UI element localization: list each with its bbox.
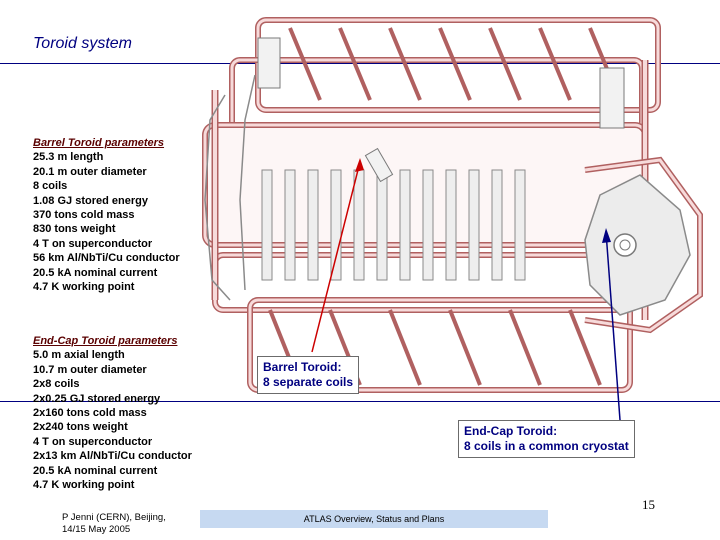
barrel-param-line: 20.1 m outer diameter: [33, 165, 147, 178]
endcap-params: [33, 334, 192, 492]
endcap-param-line: 5.0 m axial length: [33, 349, 125, 362]
barrel-param-line: 56 km Al/NbTi/Cu conductor: [33, 252, 180, 265]
footer-center-text: ATLAS Overview, Status and Plans: [303, 514, 445, 524]
barrel-param-line: 4 T on superconductor: [33, 237, 153, 250]
endcap-param-line: 2x240 tons weight: [33, 421, 128, 434]
footer-author-line2: 14/15 May 2005: [62, 524, 131, 535]
endcap-param-line: 2x160 tons cold mass: [33, 407, 147, 420]
endcap-param-line: 2x13 km Al/NbTi/Cu conductor: [33, 450, 192, 463]
barrel-param-line: 20.5 kA nominal current: [33, 266, 158, 279]
barrel-param-line: 4.7 K working point: [33, 281, 135, 294]
barrel-param-line: 830 tons weight: [33, 223, 116, 236]
barrel-param-line: 8 coils: [33, 180, 68, 193]
endcap-callout: [458, 420, 635, 458]
slide-title: Toroid system: [33, 35, 132, 52]
barrel-param-line: 370 tons cold mass: [33, 209, 135, 222]
endcap-param-line: 20.5 kA nominal current: [33, 464, 158, 477]
endcap-callout-line2: 8 coils in a common cryostat: [464, 439, 629, 453]
page-number: 15: [642, 497, 655, 512]
barrel-params: [33, 136, 180, 294]
endcap-params-heading: End-Cap Toroid parameters: [33, 335, 178, 347]
barrel-callout-line2: 8 separate coils: [263, 375, 354, 389]
footer-author: [62, 512, 166, 536]
endcap-param-line: 10.7 m outer diameter: [33, 363, 147, 376]
footer-author-line1: P Jenni (CERN), Beijing,: [62, 512, 166, 523]
barrel-callout: [257, 356, 359, 394]
footer-bar: [200, 510, 548, 528]
barrel-params-heading: Barrel Toroid parameters: [33, 137, 165, 149]
endcap-param-line: 4 T on superconductor: [33, 435, 153, 448]
barrel-param-line: 25.3 m length: [33, 151, 104, 164]
endcap-param-line: 2x0.25 GJ stored energy: [33, 392, 161, 405]
endcap-callout-line1: End-Cap Toroid:: [464, 424, 558, 438]
barrel-param-line: 1.08 GJ stored energy: [33, 194, 148, 207]
barrel-callout-line1: Barrel Toroid:: [263, 360, 342, 374]
endcap-param-line: 4.7 K working point: [33, 479, 135, 492]
endcap-param-line: 2x8 coils: [33, 378, 80, 391]
